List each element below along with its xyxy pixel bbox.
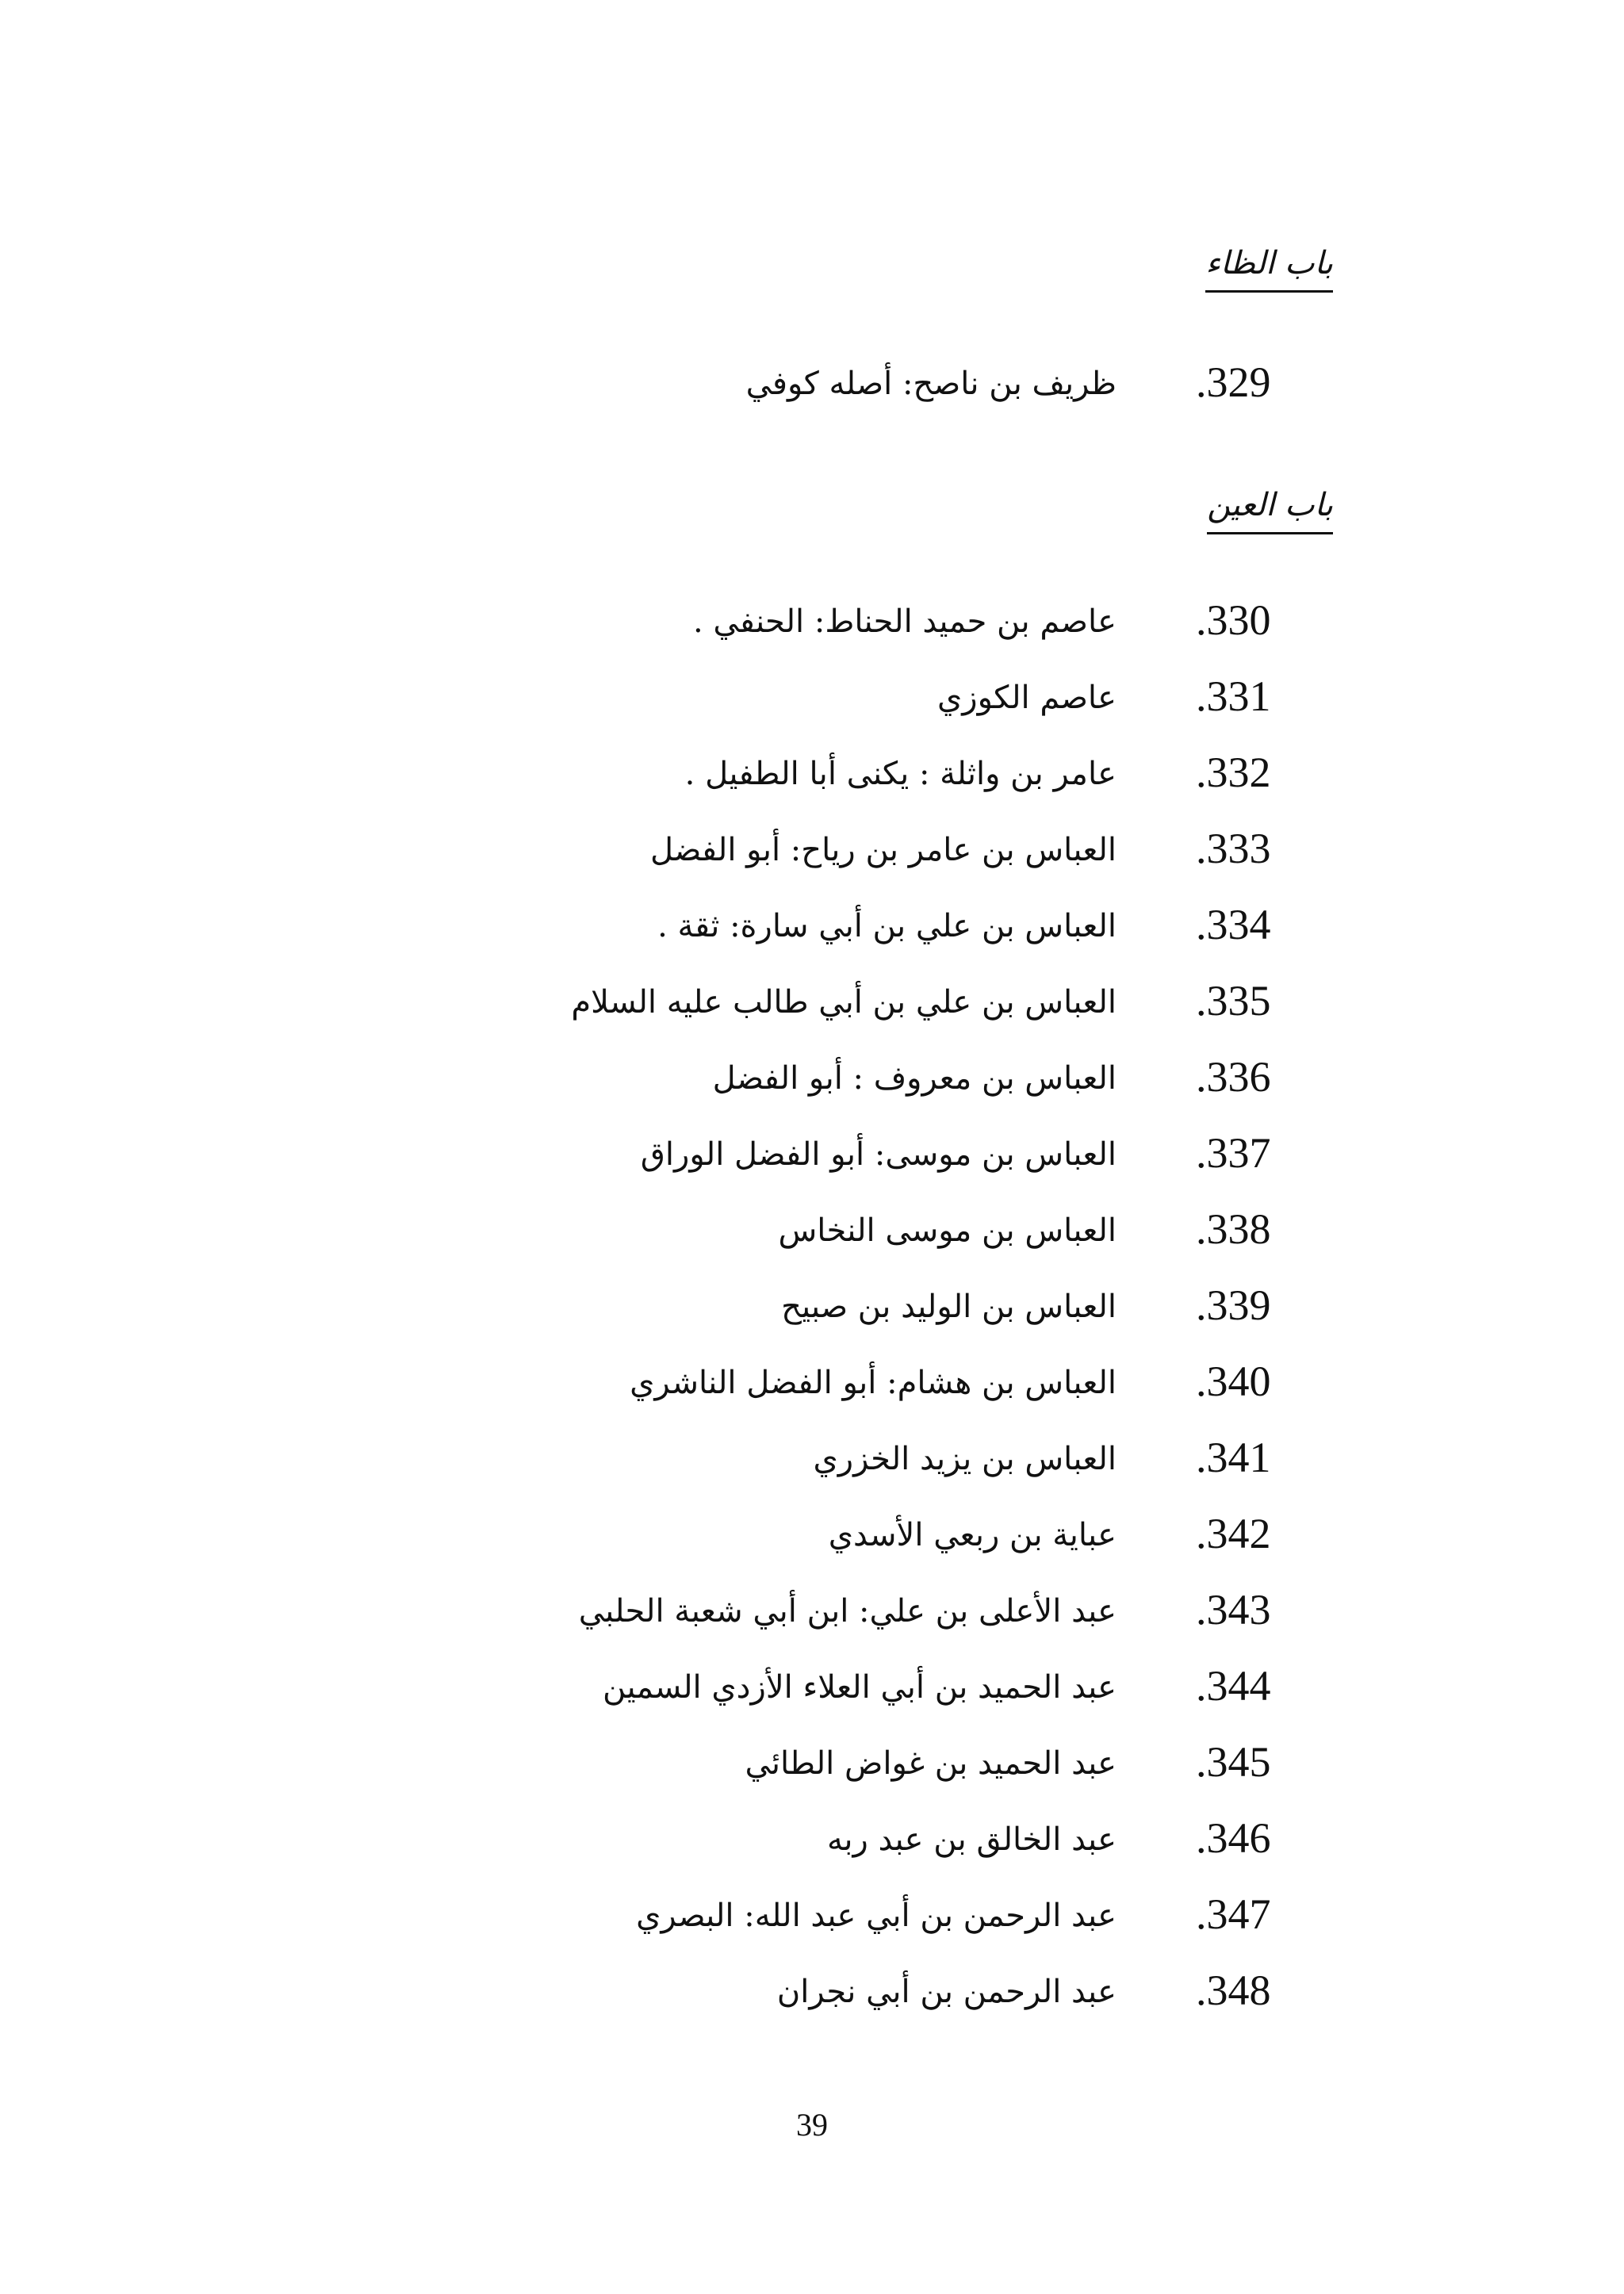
entry-340	[0, 1358, 1624, 1405]
entry-number: .335	[1196, 977, 1271, 1024]
entry-346	[0, 1814, 1624, 1862]
entry-number: .338	[1196, 1205, 1271, 1253]
entry-number: .343	[1196, 1586, 1271, 1633]
entry-331	[0, 672, 1624, 720]
entry-number: .347	[1196, 1890, 1271, 1938]
entry-335	[0, 977, 1624, 1024]
entry-338	[0, 1205, 1624, 1253]
entry-330	[0, 596, 1624, 644]
entry-number: .339	[1196, 1281, 1271, 1329]
section-title-zaa: باب الظاء	[1205, 247, 1333, 293]
entry-number: .337	[1196, 1129, 1271, 1177]
entry-number: .330	[1196, 596, 1271, 644]
entry-339	[0, 1281, 1624, 1329]
entry-341	[0, 1434, 1624, 1481]
entry-334	[0, 901, 1624, 948]
entry-text: عبد الرحمن بن أبي عبد الله: البصري	[636, 1898, 1116, 1934]
entry-text: العباس بن موسى النخاس	[778, 1212, 1116, 1249]
entry-text: عبد الحميد بن غواض الطائي	[745, 1745, 1116, 1782]
entry-text: العباس بن علي بن أبي طالب عليه السلام	[571, 984, 1116, 1021]
entry-text: عبد الرحمن بن أبي نجران	[776, 1974, 1116, 2010]
section-title-ain: باب العين	[1207, 489, 1333, 534]
entry-332	[0, 749, 1624, 796]
entry-text: العباس بن هشام: أبو الفضل الناشري	[630, 1365, 1116, 1401]
entry-343	[0, 1586, 1624, 1633]
entry-text: ظريف بن ناصح: أصله كوفي	[745, 366, 1116, 402]
entry-number: .341	[1196, 1434, 1271, 1481]
entry-text: العباس بن يزيد الخزري	[813, 1441, 1116, 1477]
entry-text: العباس بن عامر بن رياح: أبو الفضل	[649, 832, 1116, 868]
entry-number: .329	[1196, 358, 1271, 406]
entry-number: .346	[1196, 1814, 1271, 1862]
entry-344	[0, 1662, 1624, 1710]
entry-text: العباس بن الوليد بن صبيح	[781, 1289, 1116, 1325]
entry-text: عباية بن ربعي الأسدي	[828, 1517, 1116, 1553]
entry-342	[0, 1510, 1624, 1557]
entry-text: عبد الخالق بن عبد ربه	[826, 1821, 1116, 1858]
entry-number: .336	[1196, 1053, 1271, 1101]
entry-337	[0, 1129, 1624, 1177]
entry-345	[0, 1738, 1624, 1786]
entry-number: .334	[1196, 901, 1271, 948]
entry-336	[0, 1053, 1624, 1101]
entry-text: عبد الأعلى بن علي: ابن أبي شعبة الحلبي	[578, 1593, 1116, 1630]
entry-number: .331	[1196, 672, 1271, 720]
entry-347	[0, 1890, 1624, 1938]
entry-number: .348	[1196, 1967, 1271, 2014]
entry-text: عاصم بن حميد الحناط: الحنفي .	[692, 603, 1116, 640]
entry-text: العباس بن موسى: أبو الفضل الوراق	[640, 1136, 1116, 1173]
page-number: 39	[796, 2107, 828, 2143]
entry-number: .342	[1196, 1510, 1271, 1557]
entry-number: .332	[1196, 749, 1271, 796]
entry-number: .344	[1196, 1662, 1271, 1710]
entry-number: .333	[1196, 825, 1271, 872]
entry-329	[0, 358, 1624, 406]
entry-text: عامر بن واثلة : يكنى أبا الطفيل .	[684, 756, 1116, 792]
entry-text: العباس بن معروف : أبو الفضل	[712, 1060, 1116, 1097]
entry-number: .340	[1196, 1358, 1271, 1405]
entry-333	[0, 825, 1624, 872]
entry-text: عبد الحميد بن أبي العلاء الأزدي السمين	[603, 1669, 1116, 1706]
entry-number: .345	[1196, 1738, 1271, 1786]
entry-text: العباس بن علي بن أبي سارة: ثقة .	[657, 908, 1116, 944]
entry-text: عاصم الكوزي	[936, 680, 1116, 716]
entry-348	[0, 1967, 1624, 2014]
